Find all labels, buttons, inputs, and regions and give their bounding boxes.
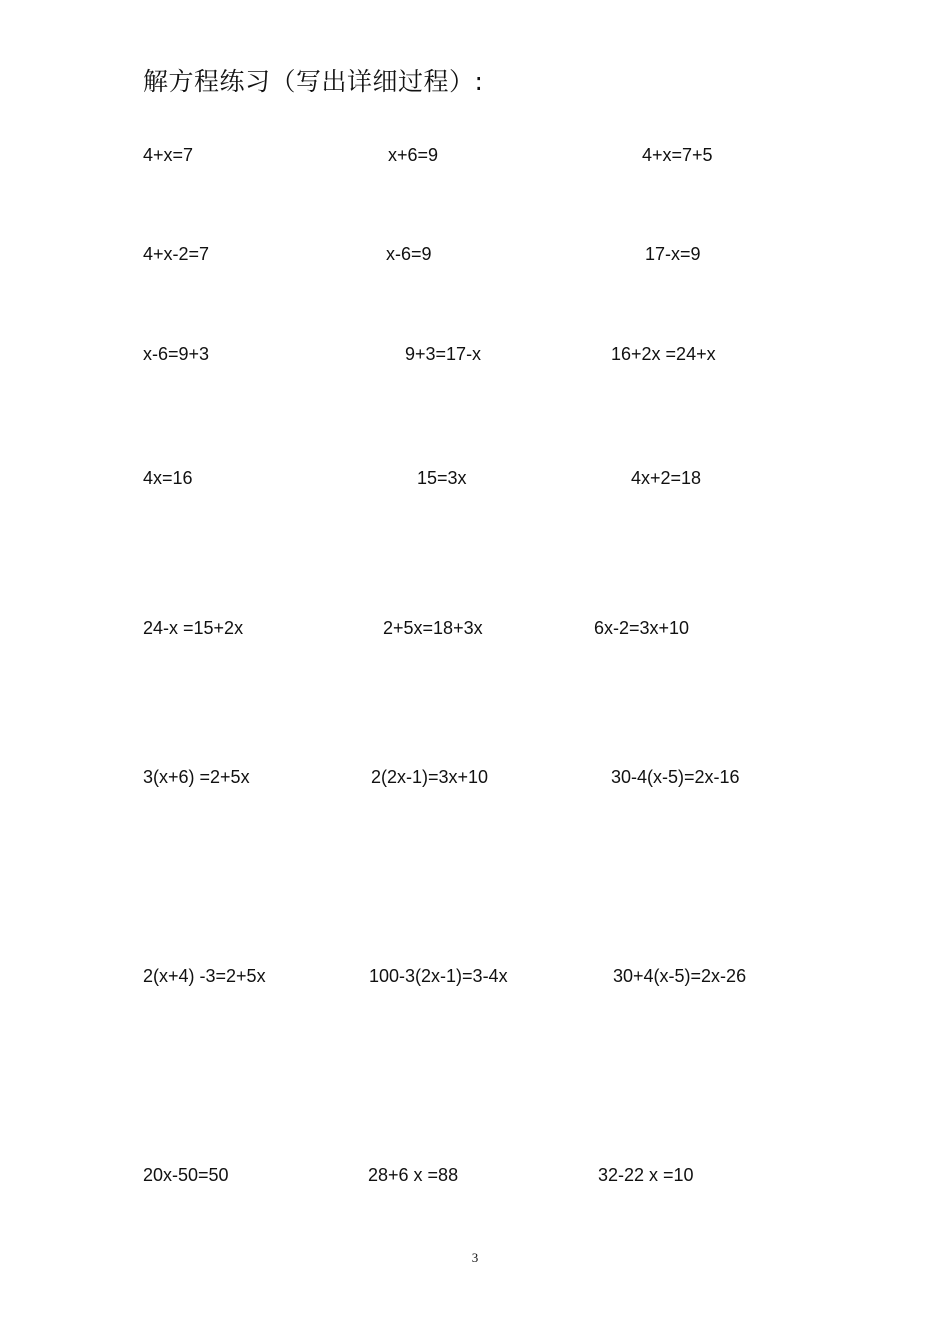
equation: 2(2x-1)=3x+10 xyxy=(371,767,489,787)
equation: 20x-50=50 xyxy=(143,1165,229,1185)
equation: 2(x+4) -3=2+5x xyxy=(143,966,266,986)
equation: 15=3x xyxy=(417,468,467,488)
equation: 28+6 x =88 xyxy=(368,1165,459,1185)
equation: 16+2x =24+x xyxy=(611,344,716,364)
equation: x-6=9+3 xyxy=(143,344,210,364)
equation: 30-4(x-5)=2x-16 xyxy=(611,767,740,787)
equation: 4+x=7+5 xyxy=(642,145,713,165)
equation: 32-22 x =10 xyxy=(598,1165,694,1185)
equation: 6x-2=3x+10 xyxy=(594,618,690,638)
equation: x-6=9 xyxy=(386,244,432,264)
equation: 4x=16 xyxy=(143,468,193,488)
equation: 9+3=17-x xyxy=(405,344,482,364)
worksheet-title: 解方程练习（写出详细过程）: xyxy=(143,67,484,96)
equation: 30+4(x-5)=2x-26 xyxy=(613,966,747,986)
equation: 3(x+6) =2+5x xyxy=(143,767,250,787)
equation: 4+x=7 xyxy=(143,145,194,165)
page-number: 3 xyxy=(471,1250,479,1265)
equation: 24-x =15+2x xyxy=(143,618,244,638)
equation: 100-3(2x-1)=3-4x xyxy=(369,966,508,986)
equation: 17-x=9 xyxy=(645,244,701,264)
equation: 4x+2=18 xyxy=(631,468,702,488)
equation: x+6=9 xyxy=(388,145,439,165)
equation: 4+x-2=7 xyxy=(143,244,210,264)
equation: 2+5x=18+3x xyxy=(383,618,483,638)
